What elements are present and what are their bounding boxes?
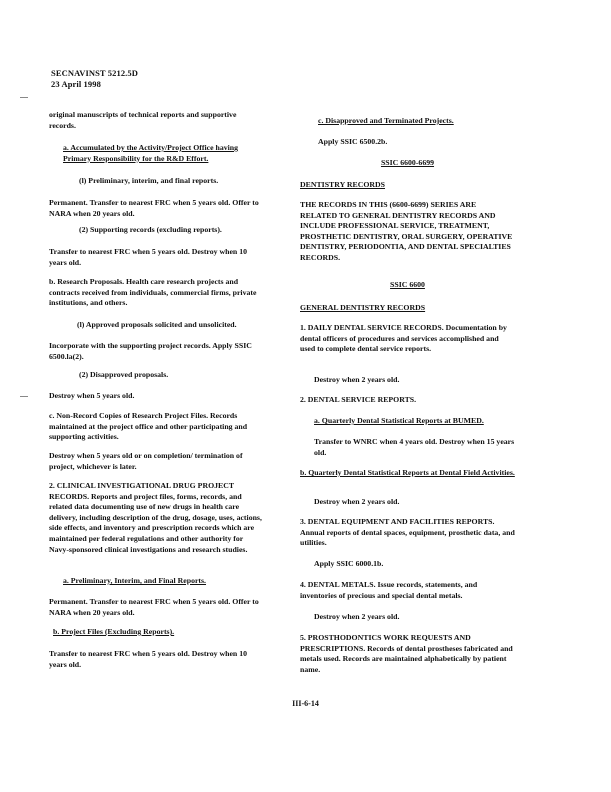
series-description: THE RECORDS IN THIS (6600-6699) SERIES ARE RELATED TO GENERAL DENTISTRY RECORDS AND INCLUDE PROFESSIONAL SERVICE, TREATMENT, PROSTHETIC DENTISTRY, ORAL SURGERY, OPERATIVE DENTISTRY, PERIODONTIA, AND DENTAL SPECIALTIES RECORDS.: [300, 200, 513, 262]
scan-mark: [20, 396, 28, 397]
paragraph: Apply SSIC 6000.1b.: [314, 559, 384, 568]
paragraph: 2. DENTAL SERVICE REPORTS.: [300, 395, 417, 404]
scan-mark: [20, 97, 28, 98]
paragraph: b. Research Proposals. Health care research projects and contracts received from individuals, commercial firms, private institutions, and others.: [49, 277, 257, 308]
paragraph: (2) Supporting records (excluding reports).: [79, 225, 222, 234]
paragraph: Destroy when 2 years old.: [314, 375, 400, 384]
paragraph: 3. DENTAL EQUIPMENT AND FACILITIES REPORTS. Annual reports of dental spaces, equipment, prosthetic data, and utilities.: [300, 517, 515, 548]
paragraph: (l) Approved proposals solicited and unsolicited.: [77, 320, 237, 329]
paragraph: original manuscripts of technical reports and supportive records.: [49, 110, 237, 130]
paragraph: Destroy when 2 years old.: [314, 497, 400, 506]
section-heading: DENTISTRY RECORDS: [300, 180, 386, 189]
paragraph: Incorporate with the supporting project records. Apply SSIC 6500.la(2).: [49, 341, 252, 361]
ssic-heading: SSIC 6600: [390, 280, 425, 289]
paragraph: Permanent. Transfer to nearest FRC when 5 years old. Offer to NARA when 20 years old.: [49, 198, 259, 218]
paragraph: 1. DAILY DENTAL SERVICE RECORDS. Documentation by dental officers of procedures and services accomplished and used to complete dental service reports.: [300, 323, 507, 354]
document-date: 23 April 1998: [51, 79, 101, 89]
subsection-heading: a. Quarterly Dental Statistical Reports at BUMED.: [314, 416, 484, 425]
paragraph: Destroy when 2 years old.: [314, 612, 400, 621]
paragraph: Transfer to nearest FRC when 5 years old. Destroy when 10 years old.: [49, 649, 248, 669]
paragraph: Transfer to nearest FRC when 5 years old. Destroy when 10 years old.: [49, 247, 248, 267]
section-clinical-drug: 2. CLINICAL INVESTIGATIONAL DRUG PROJECT RECORDS. Reports and project files, forms, records, and related data documenting use of new drugs in health care delivery, including description of the drug, dosage, uses, actions, side effects, and inventory and prescription records which are maintained per federal regulations and other authority for Navy-sponsored clinical investigations and research studies.: [49, 481, 262, 554]
subsection-heading: a. Preliminary, Interim, and Final Reports.: [63, 576, 207, 585]
paragraph: (l) Preliminary, interim, and final reports.: [79, 176, 219, 185]
paragraph: (2) Disapproved proposals.: [79, 370, 169, 379]
subsection-heading: b. Quarterly Dental Statistical Reports at Dental Field Activities.: [300, 468, 515, 477]
paragraph: Permanent. Transfer to nearest FRC when 5 years old. Offer to NARA when 20 years old.: [49, 597, 259, 617]
subsection-heading: b. Project Files (Excluding Reports).: [53, 627, 175, 636]
paragraph: Destroy when 5 years old.: [49, 391, 135, 400]
paragraph: 5. PROSTHODONTICS WORK REQUESTS AND PRESCRIPTIONS. Records of dental prostheses fabricated and metals used. Records are maintained alphabetically by patient name.: [300, 633, 513, 674]
document-id: SECNAVINST 5212.5D: [51, 68, 138, 78]
ssic-series-heading: SSIC 6600-6699: [380, 158, 435, 167]
paragraph: 4. DENTAL METALS. Issue records, statements, and inventories of precious and special dental metals.: [300, 580, 478, 600]
section-heading: GENERAL DENTISTRY RECORDS: [300, 303, 426, 312]
paragraph: Destroy when 5 years old or on completion/ termination of project, whichever is later.: [49, 451, 243, 471]
paragraph: Transfer to WNRC when 4 years old. Destroy when 15 years old.: [314, 437, 515, 457]
subsection-heading: c. Disapproved and Terminated Projects.: [318, 116, 454, 125]
page-number: III-6-14: [292, 699, 319, 708]
paragraph: c. Non-Record Copies of Research Project Files. Records maintained at the project office and other participating and supporting activities.: [49, 411, 248, 442]
subsection-heading: a. Accumulated by the Activity/Project Office having Primary Responsibility for the R&D Effort.: [63, 143, 239, 163]
paragraph: Apply SSIC 6500.2b.: [318, 137, 388, 146]
